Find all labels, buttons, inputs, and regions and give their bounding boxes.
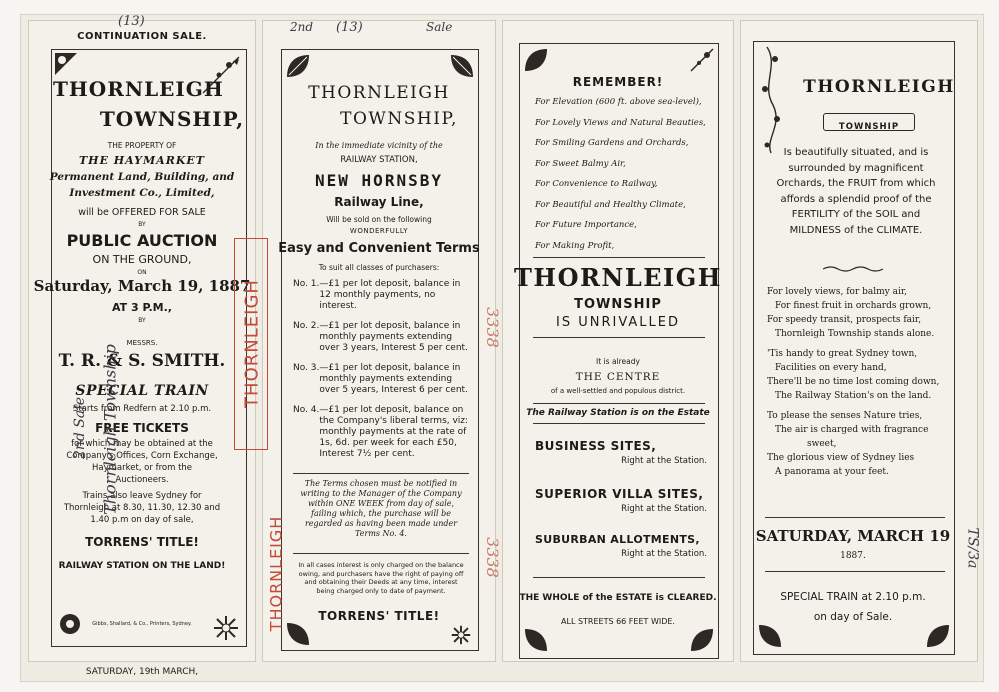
site-location: Right at the Station. bbox=[621, 456, 707, 466]
term-number: No. 4. bbox=[293, 405, 320, 415]
panel-terms bbox=[262, 20, 496, 662]
leaf-ornament-icon bbox=[523, 47, 549, 73]
handwritten-margin-note: 2nd Sale bbox=[72, 396, 88, 460]
panel-description bbox=[740, 20, 981, 662]
divider bbox=[533, 337, 705, 338]
title-thornleigh-3: THORNLEIGH bbox=[514, 263, 722, 292]
trains-line-2: Thornleigh at 8.30, 11.30, 12.30 and bbox=[63, 503, 221, 513]
footer-date: SATURDAY, 19th MARCH, bbox=[85, 667, 199, 677]
trains-line-1: Trains also leave Sydney for bbox=[82, 491, 202, 501]
handwritten-margin-note: Thornleigh Township bbox=[100, 344, 120, 515]
handwritten-catalogue-number: 3338 bbox=[482, 537, 502, 578]
site-item bbox=[535, 487, 707, 514]
divider bbox=[533, 403, 705, 404]
leaf-ornament-icon bbox=[285, 621, 311, 647]
site-location: Right at the Station. bbox=[621, 549, 707, 559]
on-label: ON bbox=[137, 269, 147, 276]
poem bbox=[767, 287, 951, 481]
leaf-ornament-icon bbox=[523, 627, 549, 653]
divider bbox=[765, 571, 945, 572]
free-tickets: FREE TICKETS bbox=[95, 421, 189, 435]
estate-cleared: THE WHOLE of the ESTATE is CLEARED. bbox=[519, 593, 717, 603]
continuation-sale-note: CONTINUATION SALE. bbox=[77, 31, 207, 42]
leaf-ornament-icon bbox=[925, 623, 951, 649]
poem-line: The air is charged with fragrance bbox=[775, 425, 929, 435]
divider bbox=[765, 517, 945, 518]
divider bbox=[533, 577, 705, 578]
special-train: SPECIAL TRAIN bbox=[75, 383, 209, 399]
sale-date: SATURDAY, MARCH 19 bbox=[755, 527, 951, 545]
term-text: —£1 per lot deposit, balance in monthly payments extending over 3 years, Interest 5 per cent. bbox=[319, 321, 468, 353]
property-of: THE PROPERTY OF bbox=[107, 141, 177, 150]
poem-line: sweet, bbox=[807, 439, 837, 449]
notify-notice: The Terms chosen must be notified in writing to the Manager of the Company within ONE WEEK from day of sale, failing which, the purchase will be regarded as having been made under Terms No. 4. bbox=[300, 479, 462, 538]
title-thornleigh-2: THORNLEIGH bbox=[308, 83, 450, 103]
station-on-estate: The Railway Station is on the Estate bbox=[526, 408, 710, 418]
poem-line: For lovely views, for balmy air, bbox=[767, 287, 908, 297]
by-label: BY bbox=[138, 221, 146, 228]
term-number: No. 3. bbox=[293, 363, 320, 373]
title-thornleigh-4: THORNLEIGH bbox=[803, 77, 955, 97]
stamp-text: THORNLEIGH bbox=[241, 279, 263, 408]
handwritten-lot-number: (13) bbox=[336, 20, 363, 35]
site-name: SUPERIOR VILLA SITES, bbox=[535, 487, 704, 501]
poem-line: To please the senses Nature tries, bbox=[767, 411, 923, 421]
site-item bbox=[535, 439, 707, 466]
reason-item: For Smiling Gardens and Orchards, bbox=[535, 138, 689, 148]
reason-item: For Beautiful and Healthy Climate, bbox=[535, 199, 686, 210]
floral-flourish-icon bbox=[689, 47, 715, 73]
by-label-2: BY bbox=[138, 317, 146, 324]
divider bbox=[293, 553, 469, 554]
term-number: No. 1. bbox=[293, 279, 320, 289]
suit-all-classes: To suit all classes of purchasers: bbox=[318, 263, 440, 272]
special-train-time: SPECIAL TRAIN at 2.10 p.m. bbox=[780, 591, 926, 603]
township-banner bbox=[823, 113, 915, 131]
torrens-title: TORRENS' TITLE! bbox=[85, 535, 199, 549]
poem-line: Facilities on every hand, bbox=[775, 363, 887, 373]
handwritten-catalogue-number: 3338 bbox=[482, 307, 502, 348]
title-township-4: TOWNSHIP bbox=[838, 122, 900, 132]
poem-line: For speedy transit, prospects fair, bbox=[767, 315, 922, 325]
poem-line: The Railway Station's on the land. bbox=[775, 391, 932, 401]
day-of-sale: on day of Sale. bbox=[813, 611, 893, 623]
corner-ornament-icon bbox=[53, 51, 79, 77]
reasons-list bbox=[535, 97, 715, 261]
reason-item: For Sweet Balmy Air, bbox=[535, 158, 626, 169]
term-item bbox=[293, 363, 469, 396]
railway-line: Railway Line, bbox=[334, 195, 424, 209]
is-unrivalled: IS UNRIVALLED bbox=[556, 315, 680, 330]
stamp-text: THORNLEIGH bbox=[266, 515, 286, 632]
immediate-vicinity: In the immediate vicinity of the bbox=[315, 141, 443, 150]
easy-terms: Easy and Convenient Terms bbox=[278, 241, 480, 256]
title-township-3: TOWNSHIP bbox=[574, 297, 662, 312]
term-item bbox=[293, 321, 469, 354]
term-item bbox=[293, 279, 469, 312]
messrs-label: MESSRS. bbox=[126, 339, 158, 347]
sunburst-ornament-icon bbox=[213, 615, 239, 641]
railway-station: RAILWAY STATION, bbox=[340, 155, 418, 165]
site-item bbox=[535, 533, 707, 559]
reason-item: For Future Importance, bbox=[535, 220, 637, 230]
reason-item: For Elevation (600 ft. above sea-level), bbox=[535, 97, 702, 107]
divider bbox=[533, 257, 705, 258]
auction-time: AT 3 P.M., bbox=[111, 301, 172, 314]
poem-line: A panorama at your feet. bbox=[775, 467, 889, 477]
terms-list bbox=[293, 279, 469, 460]
term-number: No. 2. bbox=[293, 321, 320, 331]
auctioneer-name: T. R. & S. SMITH. bbox=[58, 351, 226, 371]
reason-item: For Making Profit, bbox=[535, 240, 615, 251]
reason-item: For Convenience to Railway, bbox=[535, 179, 658, 189]
wonderfully: WONDERFULLY bbox=[349, 227, 409, 235]
divider bbox=[293, 473, 469, 474]
will-be-sold: Will be sold on the following bbox=[326, 215, 432, 224]
remember-heading: REMEMBER! bbox=[572, 75, 664, 89]
title-township-2: TOWNSHIP, bbox=[340, 109, 458, 129]
reason-item: For Lovely Views and Natural Beauties, bbox=[535, 117, 706, 128]
site-name: SUBURBAN ALLOTMENTS, bbox=[535, 533, 700, 546]
poem-line: For finest fruit in orchards grown, bbox=[775, 301, 932, 311]
title-township: TOWNSHIP, bbox=[99, 107, 245, 131]
the-centre: THE CENTRE bbox=[575, 371, 661, 383]
divider bbox=[533, 423, 705, 424]
sunburst-ornament-icon bbox=[451, 625, 471, 645]
printer-credit: Gibbs, Shallard, & Co., Printers, Sydney. bbox=[92, 621, 192, 627]
site-location: Right at the Station. bbox=[621, 504, 707, 514]
handwritten-lot-number: (13) bbox=[118, 14, 145, 29]
floral-flourish-icon bbox=[757, 45, 791, 155]
streets-width: ALL STREETS 66 FEET WIDE. bbox=[561, 617, 675, 626]
train-starts: Starts from Redfern at 2.10 p.m. bbox=[72, 404, 212, 414]
poem-line: The glorious view of Sydney lies bbox=[767, 453, 915, 463]
site-name: BUSINESS SITES, bbox=[535, 439, 657, 453]
poem-line: Thornleigh Township stands alone. bbox=[775, 329, 935, 339]
company-name-1: THE HAYMARKET bbox=[78, 154, 205, 167]
it-is-already: It is already bbox=[596, 357, 640, 366]
handwritten-sale: Sale bbox=[426, 20, 453, 34]
tickets-line-1: for which may be obtained at the bbox=[71, 439, 213, 449]
leaf-ornament-icon bbox=[285, 53, 311, 79]
panel-sale-notice bbox=[28, 20, 256, 677]
leaf-ornament-icon bbox=[689, 627, 715, 653]
handwritten-sale-2nd: 2nd bbox=[290, 20, 314, 34]
auction-date: Saturday, March 19, 1887 bbox=[33, 277, 251, 295]
interest-note: In all cases interest is only charged on the balance owing, and purchasers have the right of paying off and obtaining their Deeds at any time, interest being charged only to date of payment. bbox=[298, 561, 464, 595]
term-text: —£1 per lot deposit, balance on the Company's liberal terms, viz: monthly payments at the rate of 1s, 6d. per week for each £50, Interest 7½ per cent. bbox=[319, 405, 469, 459]
new-hornsby: NEW HORNSBY bbox=[315, 171, 443, 190]
on-the-ground: ON THE GROUND, bbox=[92, 253, 192, 266]
title-thornleigh: THORNLEIGH bbox=[53, 77, 224, 101]
leaf-ornament-icon bbox=[449, 53, 475, 79]
offered-for-sale: will be OFFERED FOR SALE bbox=[78, 207, 206, 218]
term-text: —£1 per lot deposit, balance in 12 monthly payments, no interest. bbox=[319, 279, 461, 311]
sale-year: 1887. bbox=[840, 551, 866, 561]
populous-district: of a well-settled and populous district. bbox=[550, 387, 686, 395]
tickets-line-2: Company's Offices, Corn Exchange, bbox=[66, 451, 218, 461]
railway-on-land: RAILWAY STATION ON THE LAND! bbox=[58, 561, 226, 571]
public-auction: PUBLIC AUCTION bbox=[66, 231, 218, 250]
tickets-line-4: Auctioneers. bbox=[115, 475, 169, 485]
handwritten-reference: TS/3a bbox=[964, 527, 981, 569]
description-body: Is beautifully situated, and is surrounded by magnificent Orchards, the FRUIT from which affords a splendid proof of the FERTILITY of the SOIL and MILDNESS of the CLIMATE. bbox=[776, 147, 936, 236]
wavy-divider-icon bbox=[823, 265, 883, 273]
torrens-title-2: TORRENS' TITLE! bbox=[318, 609, 440, 623]
tickets-line-3: Haymarket, or from the bbox=[91, 463, 193, 473]
poem-line: There'll be no time lost coming down, bbox=[767, 377, 940, 387]
leaf-ornament-icon bbox=[757, 623, 783, 649]
term-item bbox=[293, 405, 469, 460]
panel-remember bbox=[502, 20, 734, 662]
red-stamp bbox=[234, 238, 268, 450]
term-text: —£1 per lot deposit, balance in monthly payments extending over 5 years, Interest 6 per cent. bbox=[319, 363, 468, 395]
company-name-3: Investment Co., Limited, bbox=[69, 187, 215, 199]
trains-line-3: 1.40 p.m on day of sale, bbox=[90, 515, 194, 525]
company-name-2: Permanent Land, Building, and bbox=[49, 171, 235, 183]
poem-line: 'Tis handy to great Sydney town, bbox=[767, 349, 918, 359]
